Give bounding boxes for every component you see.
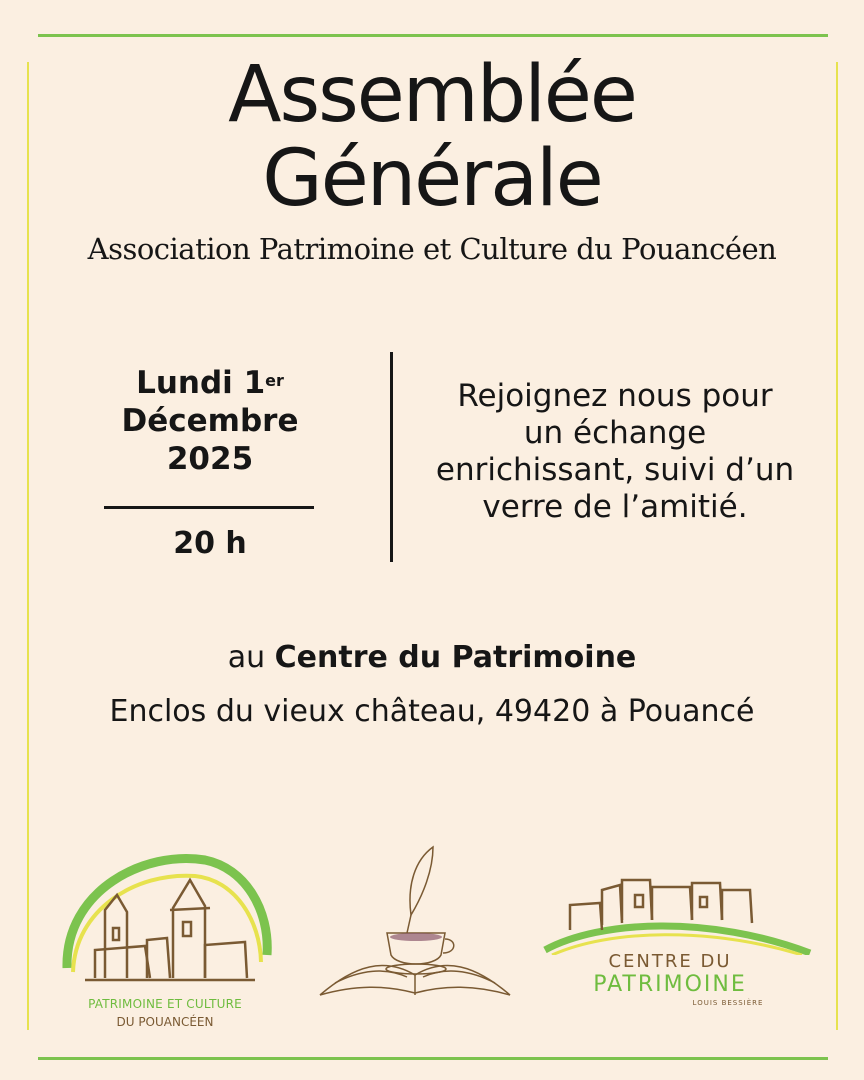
date-year: 2025 [166,441,254,477]
invite-line-4: verre de l’amitié. [482,489,748,525]
title-line-2: Générale [262,134,602,224]
subtitle: Association Patrimoine et Culture du Pouancéen [87,232,777,266]
title-line-1: Assemblée [228,50,636,140]
venue-prefix: au [227,640,275,675]
logo-centre-patrimoine [540,875,815,1005]
date-day-suffix: er [265,371,284,390]
invite-text [412,378,818,526]
venue-line [0,640,864,675]
quill-teacup-book-icon [315,845,515,1010]
logo-quill-book [315,845,515,1010]
event-time: 20 h [173,526,247,561]
logo-right-line-1: CENTRE DU [608,951,732,972]
logo-left-line-1: PATRIMOINE ET CULTURE [88,997,242,1011]
venue-address: Enclos du vieux château, 49420 à Pouancé [109,694,755,729]
invite-line-1: Rejoignez nous pour [457,378,773,414]
venue-name: Centre du Patrimoine [274,640,637,675]
frame-bottom-line [38,1057,828,1060]
date-month: Décembre [121,403,299,439]
invite-line-2: un échange [523,415,707,451]
logo-patrimoine-culture [55,850,275,1030]
date-day-label: Lundi 1 [136,365,266,401]
castle-walls-icon [540,875,815,955]
invite-line-3: enrichissant, suivi d’un [435,452,795,488]
logo-right-line-2: PATRIMOINE [593,972,747,997]
logo-right-line-3: LOUIS BESSIÈRE [692,999,764,1007]
date-block [90,364,330,478]
logo-left-line-2: DU POUANCÉEN [116,1015,214,1029]
date-divider [104,506,314,509]
frame-top-line [38,34,828,37]
vertical-divider [390,352,393,562]
castle-ruins-icon [55,850,275,995]
date-day [90,364,330,402]
